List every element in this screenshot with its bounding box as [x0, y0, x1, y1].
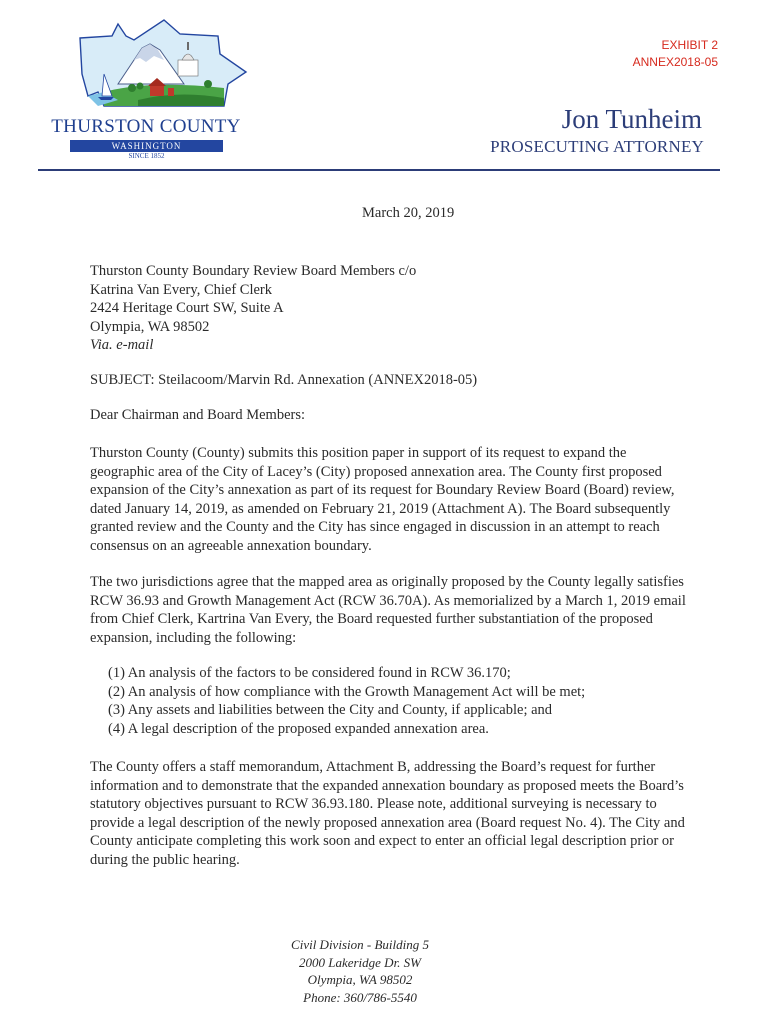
address-line: Thurston County Boundary Review Board Members c/o [90, 263, 417, 279]
recipient-address [90, 262, 690, 355]
address-line: Katrina Van Every, Chief Clerk [90, 281, 273, 298]
address-line: Olympia, WA 98502 [90, 318, 210, 335]
salutation: Dear Chairman and Board Members: [90, 407, 306, 423]
delivery-method: Via. e-mail [90, 337, 154, 353]
body-paragraph-3: The County offers a staff memorandum, Attachment B, addressing the Board’s request for further information and to demonstrate that the expanded annexation boundary as proposed meets the Board’s statutory objectives pursuant to RCW 36.93.180. Please note, additional surveying is necessary to provide a legal description of the newly proposed annexation area (Board request No. 4). The City and County anticipate completing this work soon and expect to enter an official legal description prior or during the public hearing. [90, 759, 685, 868]
county-name: THURSTON COUNTY [51, 116, 241, 137]
address-line: 2424 Heritage Court SW, Suite A [90, 300, 284, 316]
footer-city: Olympia, WA 98502 [307, 972, 413, 987]
list-item: (4) A legal description of the proposed expanded annexation area. [108, 720, 489, 737]
list-item: (3) Any assets and liabilities between the City and County, if applicable; and [108, 702, 553, 718]
header-divider [38, 169, 720, 171]
attorney-name: Jon Tunheim [561, 104, 702, 134]
subject-line: SUBJECT: Steilacoom/Marvin Rd. Annexation (ANNEX2018-05) [90, 372, 478, 388]
footer-phone: Phone: 360/786-5540 [303, 989, 417, 1005]
exhibit-number: EXHIBIT 2 [661, 38, 718, 52]
since-label: SINCE 1852 [128, 152, 165, 160]
body-paragraph-1: Thurston County (County) submits this position paper in support of its request to expand the geographic area of the City of Lacey’s (City) proposed annexation area. The County first proposed expansion of the City’s annexation as part of its request for Boundary Review Board (Board) review, dated January 14, 2019, as amended on February 21, 2019 (Attachment A). The Board subsequently granted review and the County and the City has since engaged in discussion in an attempt to reach consensus on an agreeable annexation boundary. [90, 445, 675, 554]
body-paragraph-2: The two jurisdictions agree that the mapped area as originally proposed by the County legally satisfies RCW 36.93 and Growth Management Act (RCW 36.70A). As memorialized by a March 1, 2019 email from Chief Clerk, Kartrina Van Every, the Board requested further substantiation of the proposed expansion, including the following: [90, 574, 686, 646]
attorney-title: PROSECUTING ATTORNEY [490, 137, 704, 156]
footer-address [230, 936, 490, 1006]
list-item: (2) An analysis of how compliance with the Growth Management Act will be met; [108, 683, 586, 700]
letter-date: March 20, 2019 [362, 205, 455, 221]
state-banner: WASHINGTON [70, 140, 223, 152]
list-item: (1) An analysis of the factors to be considered found in RCW 36.170; [108, 665, 511, 681]
request-list [108, 664, 585, 738]
thurston-county-logo-icon [68, 14, 248, 118]
footer-division: Civil Division - Building 5 [291, 937, 429, 952]
exhibit-annex: ANNEX2018-05 [632, 55, 718, 69]
exhibit-stamp [633, 37, 718, 71]
footer-street: 2000 Lakeridge Dr. SW [298, 954, 422, 970]
